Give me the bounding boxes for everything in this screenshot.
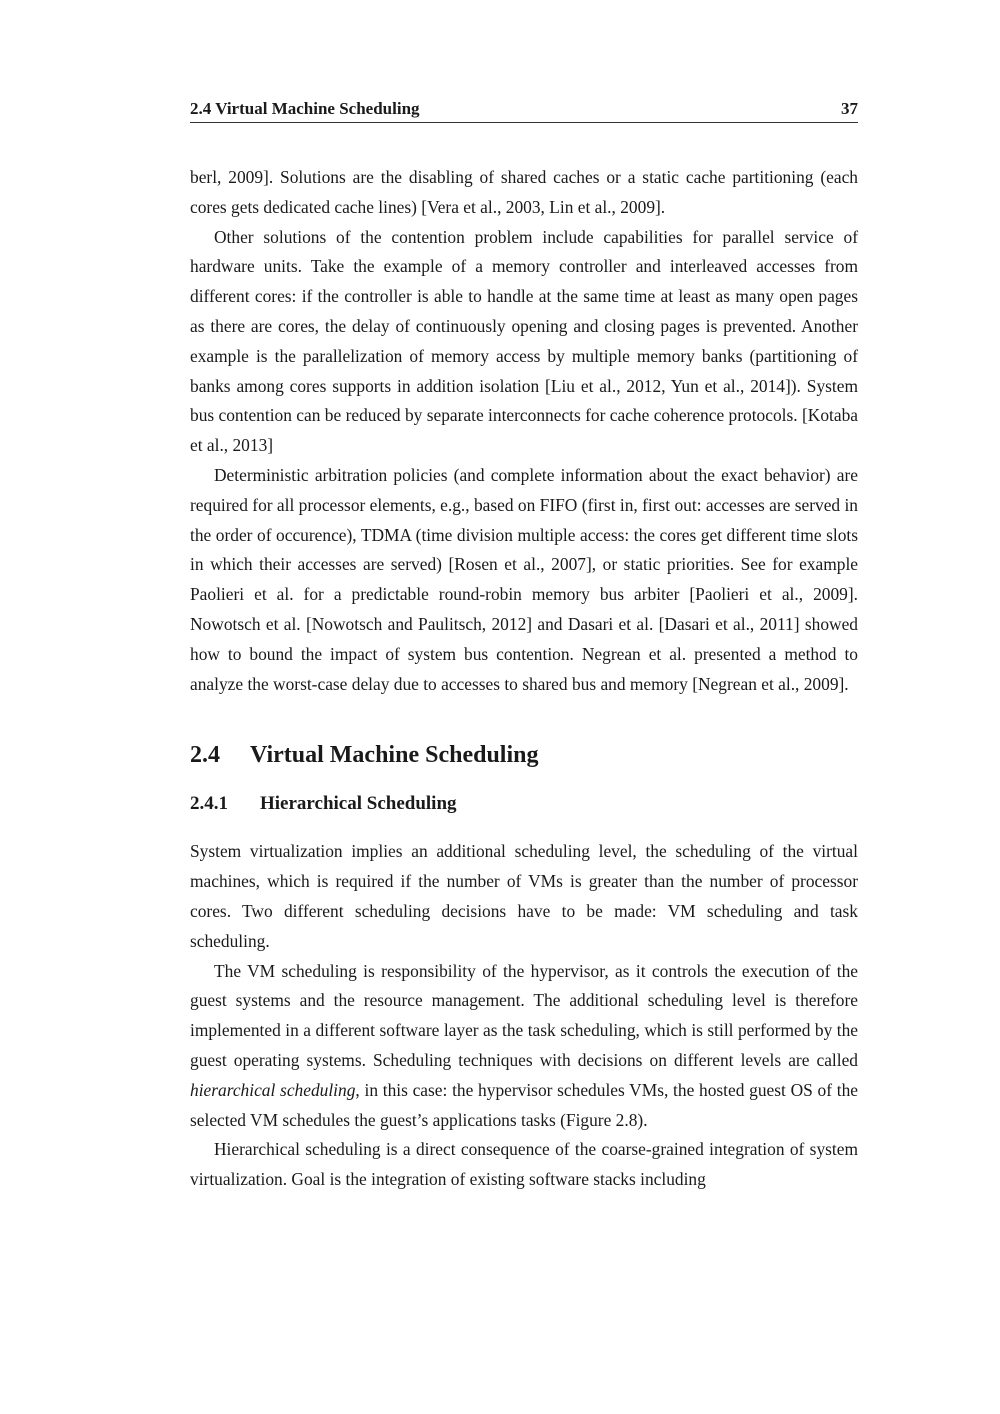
section-title: Virtual Machine Scheduling (250, 742, 539, 769)
paragraph-continued: berl, 2009]. Solutions are the disabling of shared caches or a static cache partitioning (each cores gets dedicated cache lines) [Vera et al., 2003, Lin et al., 2009]. (190, 167, 858, 217)
subsection-number: 2.4.1 (190, 793, 228, 815)
page-number: 37 (841, 99, 858, 118)
running-head (190, 98, 858, 123)
paragraph: System virtualization implies an additional scheduling level, the scheduling of the virtual machines, which is required if the number of VMs is greater than the number of processor cores. Two different scheduling decisions have to be made: VM scheduling and task scheduling. (190, 841, 858, 951)
paragraph (190, 957, 858, 1136)
paragraph: Hierarchical scheduling is a direct consequence of the coarse-grained integration of system virtualization. Goal is the integration of existing software stacks including (190, 1139, 858, 1190)
emphasized-term: hierarchical scheduling (190, 1079, 356, 1100)
paragraph-text: The VM scheduling is responsibility of the hypervisor, as it controls the execution of the guest systems and the resource management. The additional scheduling level is therefore implemented in a different software layer as the task scheduling, which is still performed by the guest operating systems. Scheduling techniques with decisions on different levels are called (190, 960, 858, 1070)
paragraph-text: , in this case: the hypervisor schedules VMs, the hosted guest OS of the selected VM schedules the guest’s applications tasks (Figure 2.8). (190, 1079, 859, 1130)
paragraph: Other solutions of the contention problem include capabilities for parallel service of hardware units. Take the example of a memory controller and interleaved accesses from different cores: if the controller is able to handle at the same time at least as many open pages as there are cores, the delay of continuously opening and closing pages is prevented. Another example is the parallelization of memory access by multiple memory banks (partitioning of banks among cores supports in addition isolation [Liu et al., 2012, Yun et al., 2014]). System bus contention can be reduced by separate interconnects for cache coherence protocols. [Kotaba et al., 2013] (190, 226, 858, 456)
running-head-title: 2.4 Virtual Machine Scheduling (190, 99, 420, 118)
section-heading (190, 739, 858, 771)
section-number: 2.4 (190, 742, 220, 769)
subsection-heading (190, 791, 858, 817)
body-text (190, 163, 858, 1195)
paragraph: Deterministic arbitration policies (and complete information about the exact behavior) are required for all processor elements, e.g., based on FIFO (first in, first out: accesses are served in the order of occurence), TDMA (time division multiple access: the cores get different time slots in which their accesses are served) [Rosen et al., 2007], or static priorities. See for example Paolieri et al. for a predictable round-robin memory bus arbiter [Paolieri et al., 2009]. Nowotsch et al. [Nowotsch and Paulitsch, 2012] and Dasari et al. [Dasari et al., 2011] showed how to bound the impact of system bus contention. Negrean et al. presented a method to analyze the worst-case delay due to accesses to shared bus and memory [Negrean et al., 2009]. (190, 464, 858, 694)
subsection-title: Hierarchical Scheduling (260, 793, 457, 815)
